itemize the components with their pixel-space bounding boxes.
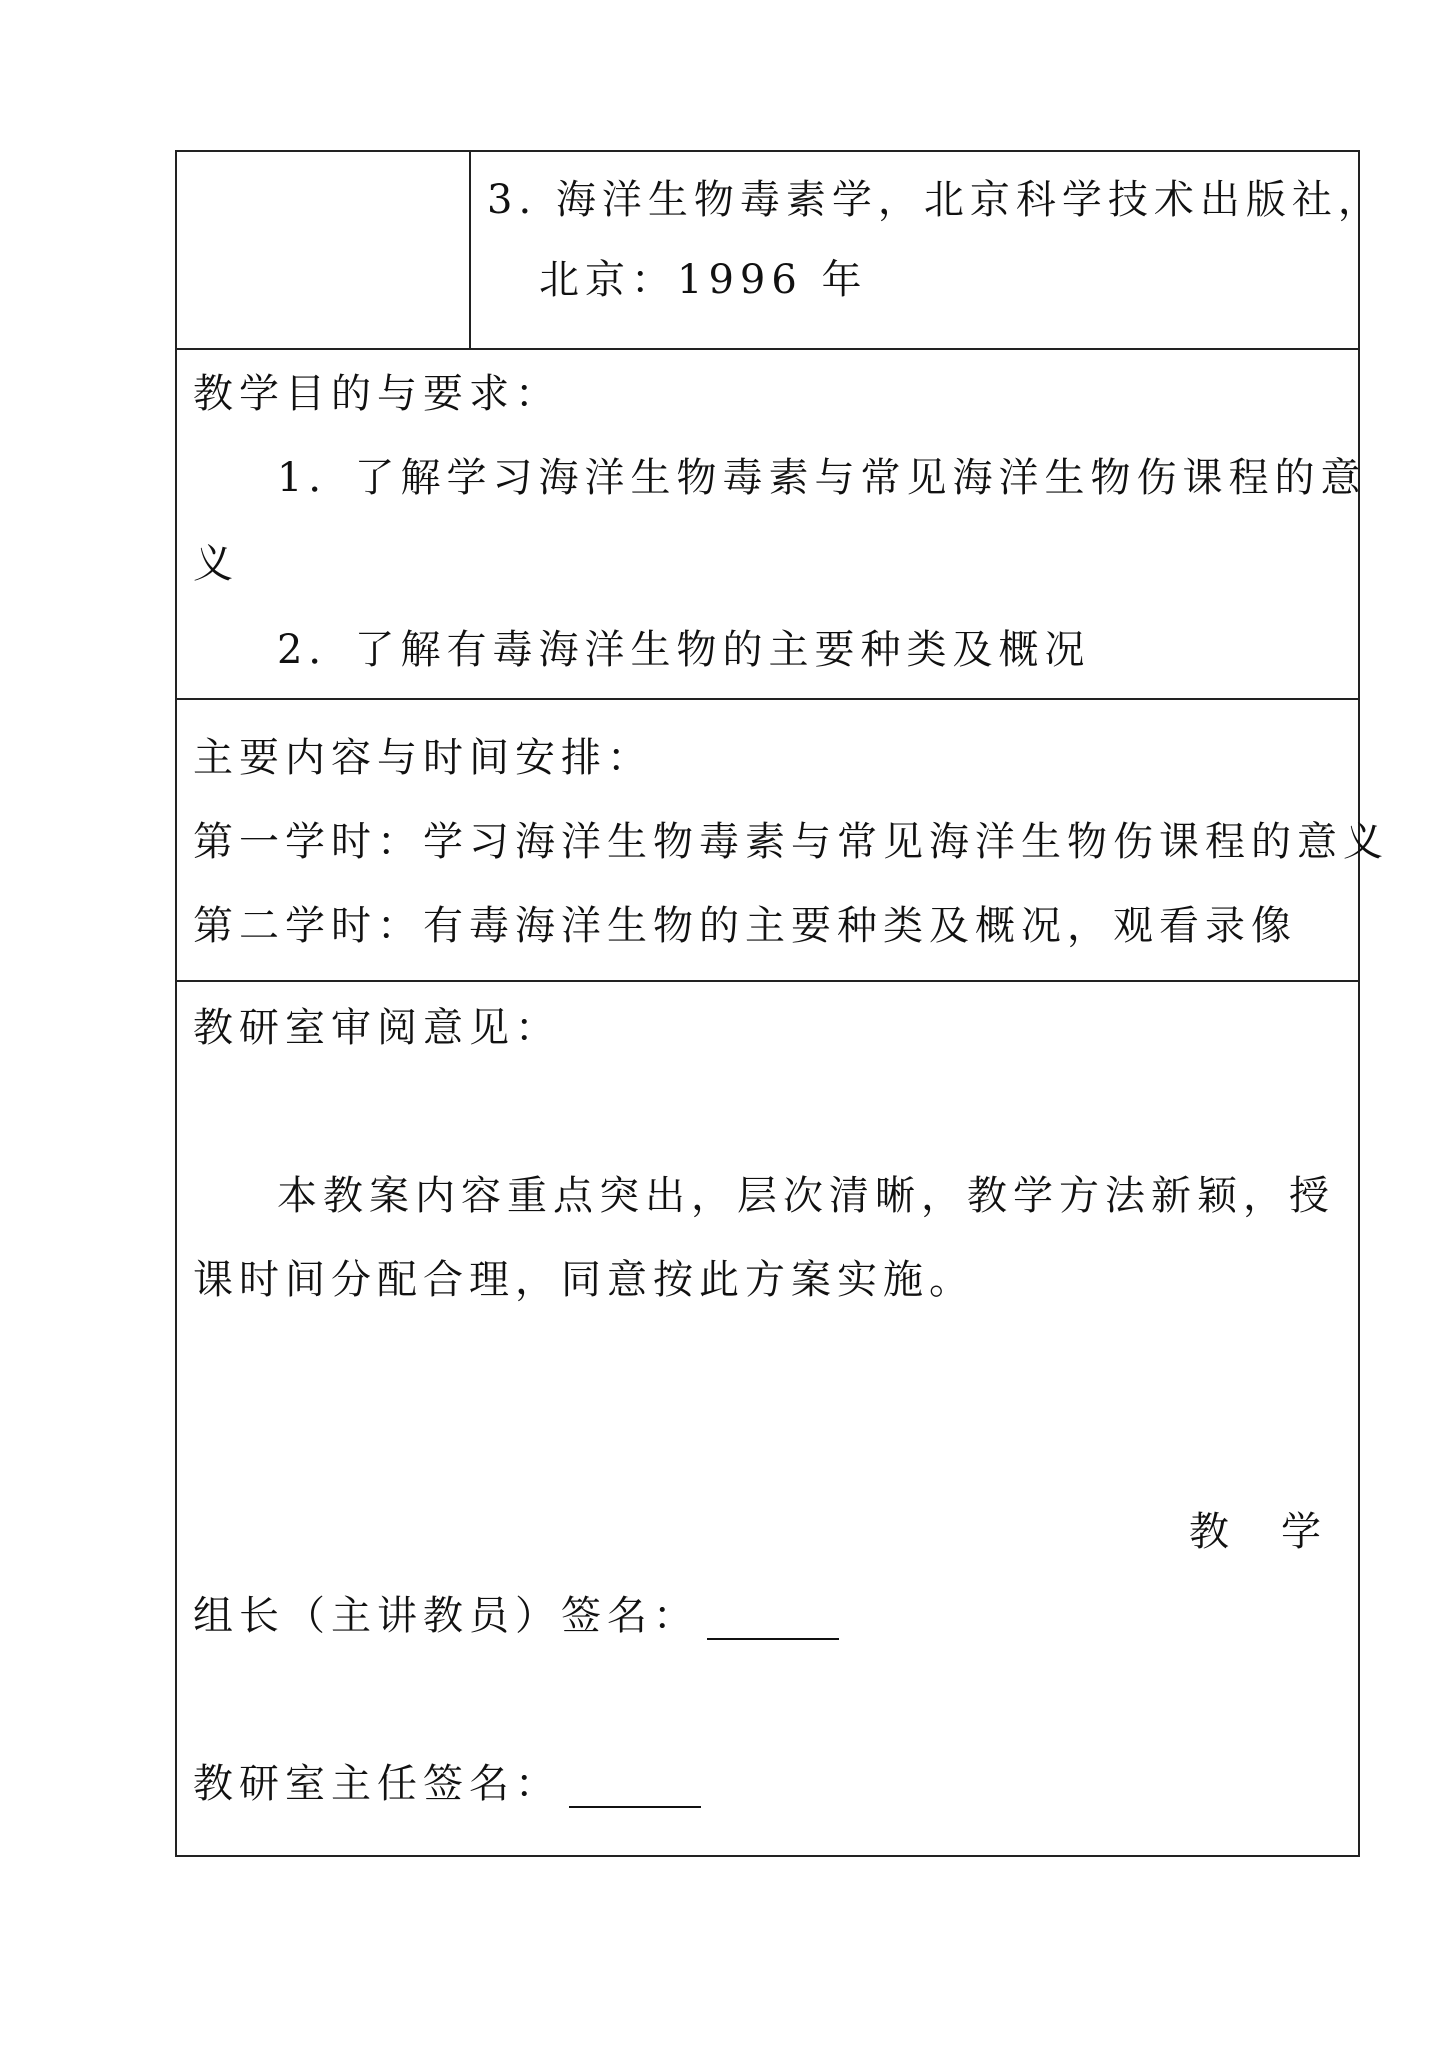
reference-line-1: 3. 海洋生物毒素学，北京科学技术出版社， — [487, 177, 1384, 223]
reference-cell — [471, 152, 1384, 348]
lesson-plan-form — [175, 150, 1389, 1857]
content-row — [177, 700, 1389, 982]
goals-item-1-line-2: 义 — [193, 541, 239, 587]
sign-group-prefix: 教 学 — [1189, 1509, 1327, 1555]
sign-group-leader-line[interactable] — [707, 1598, 839, 1640]
reference-label-cell — [177, 152, 471, 348]
reference-row — [177, 152, 1384, 350]
sign-director-label: 教研室主任签名： — [193, 1761, 561, 1807]
sign-director-line[interactable] — [569, 1766, 701, 1808]
reference-line-2: 北京：1996 年 — [539, 257, 868, 303]
goals-item-1-line-1: 1．了解学习海洋生物毒素与常见海洋生物伤课程的意 — [277, 455, 1367, 501]
goals-item-2: 2．了解有毒海洋生物的主要种类及概况 — [277, 627, 1091, 673]
goals-row — [177, 350, 1367, 700]
content-period-1: 第一学时：学习海洋生物毒素与常见海洋生物伤课程的意义 — [193, 819, 1389, 865]
review-heading: 教研室审阅意见： — [193, 1005, 561, 1051]
review-comment-line-2: 课时间分配合理，同意按此方案实施。 — [193, 1257, 975, 1303]
sign-director — [193, 1760, 701, 1808]
content-heading: 主要内容与时间安排： — [193, 735, 653, 781]
sign-group-leader-label: 组长（主讲教员）签名： — [193, 1593, 699, 1639]
review-comment-line-1: 本教案内容重点突出，层次清晰，教学方法新颖，授 — [277, 1173, 1335, 1219]
sign-group-leader — [193, 1592, 839, 1640]
goals-heading: 教学目的与要求： — [193, 371, 561, 417]
review-row — [177, 982, 1358, 1859]
content-period-2: 第二学时：有毒海洋生物的主要种类及概况，观看录像 — [193, 903, 1297, 949]
